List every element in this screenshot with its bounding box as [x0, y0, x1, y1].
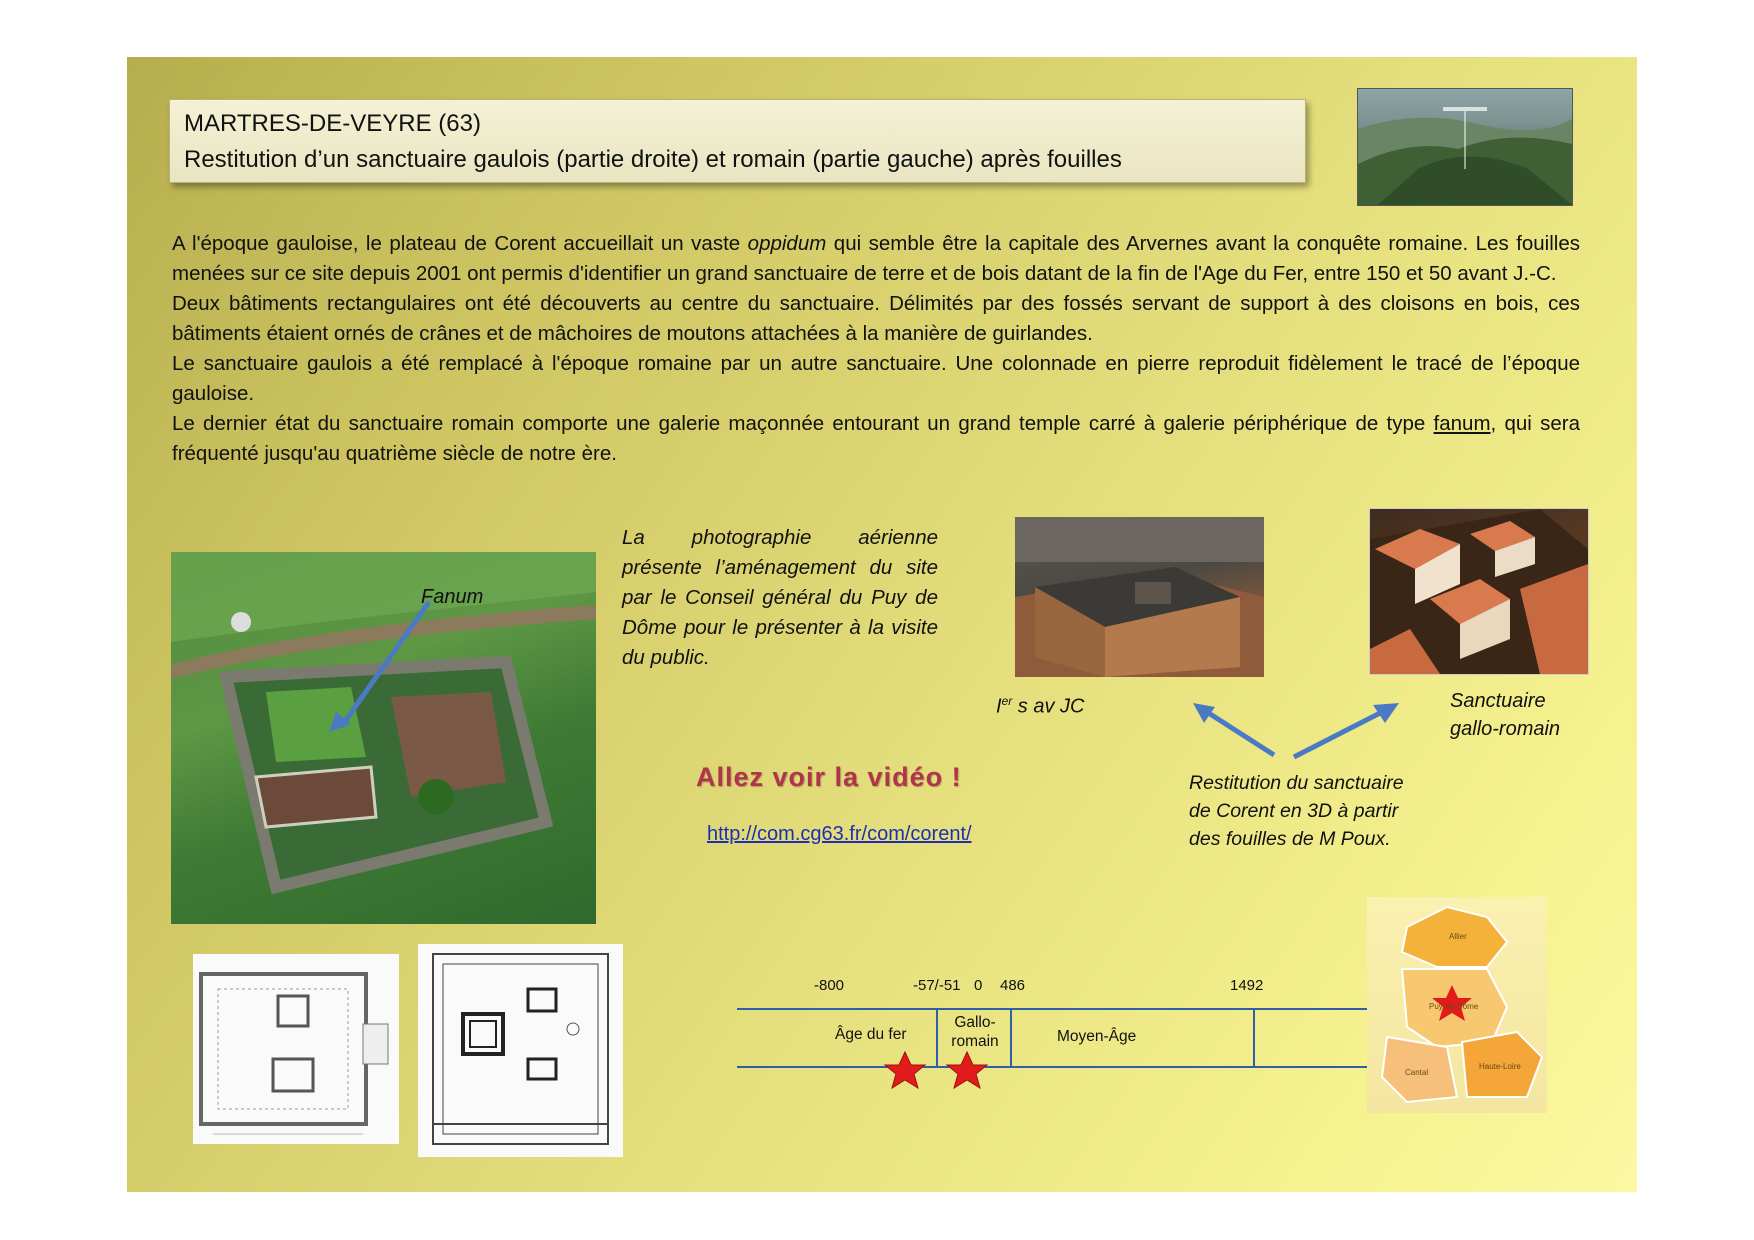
intro-paragraph-3: Le sanctuaire gaulois a été remplacé à l'époque romaine par un autre sanctuaire. Une colonnade en pierre reproduit fidèlement le tracé de l’époque gauloise. [172, 352, 1580, 405]
year-486: 486 [1000, 977, 1026, 994]
intro-text [172, 229, 1580, 469]
year-minus-800: -800 [814, 977, 845, 994]
slide [127, 57, 1637, 1192]
auvergne-map [1367, 897, 1547, 1113]
reconstruction-gaulish-image [1015, 517, 1264, 677]
map-label-haute-loire: Haute-Loire [1479, 1062, 1521, 1071]
year-minus-57-51: -57/-51 [913, 977, 961, 994]
title-box [169, 99, 1306, 183]
caption-first-century: Ier s av JC [996, 694, 1085, 718]
video-link[interactable]: http://com.cg63.fr/com/corent/ [707, 823, 972, 845]
map-label-cantal: Cantal [1405, 1068, 1429, 1077]
intro-paragraph-1: A l'époque gauloise, le plateau de Corent accueillait un vaste oppidum qui semble être la capitale des Arvernes avant la conquête romaine. Les fouilles menées sur ce site depuis 2001 ont permis d'identifier un grand sanctuaire de terre et de bois datant de la fin de l'Age du Fer, entre 150 et 50 avant J.-C. [172, 232, 1581, 285]
landscape-photo [1357, 88, 1573, 206]
caption-restitution: Restitution du sanctuaire de Corent en 3D à partir des fouilles de M Poux. [1189, 772, 1404, 850]
year-0: 0 [974, 977, 983, 994]
title-location: MARTRES-DE-VEYRE (63) [184, 110, 481, 137]
map-label-allier: Allier [1449, 932, 1467, 941]
roman-plan [418, 944, 623, 1157]
star-iron-age [885, 1052, 925, 1088]
year-1492: 1492 [1230, 977, 1264, 994]
period-iron-age: Âge du fer [835, 1026, 907, 1043]
timeline [737, 977, 1367, 1117]
caption-gallo-roman: Sanctuaire gallo-romain [1450, 690, 1561, 740]
aerial-photo [171, 552, 596, 924]
period-gallo-roman: Gallo- romain [951, 1014, 999, 1050]
arrow-left [1207, 712, 1274, 755]
restitution-arrows [1187, 697, 1407, 777]
aerial-caption: La photographie aérienne présente l’aménagement du site par le Conseil général du Puy de Dôme pour le présenter à la visite du public. [622, 526, 938, 669]
video-title: Allez voir la vidéo ! [696, 762, 962, 792]
map-label-puy-de-dome: Puy-de-Dôme [1429, 1002, 1479, 1011]
fanum-label: Fanum [421, 586, 484, 608]
reconstruction-roman-image [1369, 508, 1589, 675]
intro-paragraph-4: Le dernier état du sanctuaire romain comporte une galerie maçonnée entourant un grand temple carré à galerie périphérique de type fanum, qui sera fréquenté jusqu'au quatrième siècle de notre ère. [172, 412, 1580, 465]
intro-paragraph-2: Deux bâtiments rectangulaires ont été découverts au centre du sanctuaire. Délimités par des fossés servant de support à des cloisons en bois, ces bâtiments étaient ornés de crânes et de mâchoires de moutons attachées à la manière de guirlandes. [172, 292, 1580, 345]
star-gallo-roman [947, 1052, 987, 1088]
gaulish-plan [193, 954, 399, 1144]
arrow-right [1294, 712, 1382, 757]
title-subtitle: Restitution d’un sanctuaire gaulois (partie droite) et romain (partie gauche) après fouilles [184, 146, 1122, 173]
period-middle-age: Moyen-Âge [1057, 1028, 1137, 1045]
